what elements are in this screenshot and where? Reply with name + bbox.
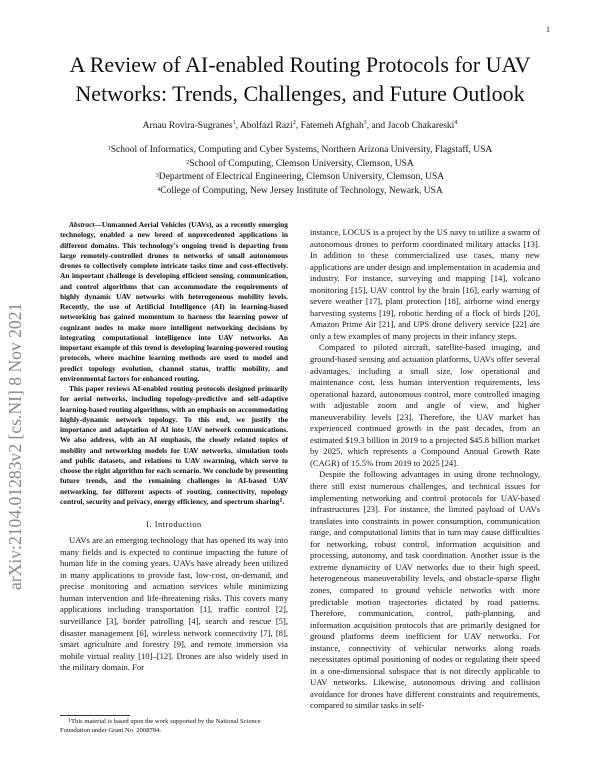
author: Fatemeh Afghah [300, 121, 364, 131]
author-sup: 4 [454, 120, 458, 126]
body-paragraph: instance, LOCUS is a project by the US navy to utilize a swarm of autonomous drones to perform coordinated military attacks [13]. In addition to these commercialized use cases, many new applications are under design and implementation in academia and industry. For instance, surveying and mapping [14], volcano monitoring [15], UAV control by the brain [16], early warning of severe weather [17], plant protection [18], airborne wind energy harvesting systems [19], robotic herding of a flock of birds [20], Amazon Prime Air [21], and UPS drone delivery service [22] are only a few examples of many projects in their infancy steps. [310, 227, 540, 341]
arxiv-stamp-text: arXiv:2104.01283v2 [cs.NI] 8 Nov 2021 [5, 302, 25, 590]
affiliation-text: College of Computing, New Jersey Institute of Technology, Newark, USA [160, 185, 443, 196]
author: Arnau Rovira-Sugranes [142, 121, 233, 131]
footnote-text: This material is based upon the work supported by the National Science Foundation under Grant No. 2008784. [60, 718, 261, 734]
abstract [60, 220, 288, 507]
author-list [60, 121, 540, 131]
intro-body [60, 535, 288, 674]
affiliation-text: School of Computing, Clemson University, Clemson, USA [189, 158, 414, 169]
left-column [60, 220, 288, 674]
author-separator: , [235, 121, 240, 131]
affiliation-text: School of Informatics, Computing and Cyber Systems, Northern Arizona University, Flagstaff, USA [110, 145, 493, 155]
affiliation [60, 144, 540, 158]
author-sup: 3 [363, 120, 367, 126]
affiliation-sup: 1 [107, 146, 111, 152]
title-line-2: Networks: Trends, Challenges, and Future Outlook [75, 81, 525, 106]
body-paragraph: Despite the following advantages in using drone technology, there still exist numerous challenges, and technical issues for implementing networking and control protocols for UAV-based infrastructures [23]. For instance, the limited payload of UAVs translates into constraints in power consumption, communication range, and computational limits that in turn may cause difficulties for networking, robust control, information acquisition and processing, autonomy, and task coordination. Another issue is the extreme dynamicity of UAV networks due to their high speed, heterogeneous maneuverability levels, and obstacle-sparse flight zones, compared to ground vehicle networks with more predictable motion trajectories dictated by road patterns. Therefore, communication, control, path-planning, and information acquisition protocols that are primarily designed for ground platforms deem inefficient for UAV networks. For instance, connectivity of vehicular networks along roads necessitates optimal positioning of nodes or regulating their speed in a one-dimensional subspace that is not directly applicable to UAV networks. Likewise, autonomous driving and collision avoidance for drones have different constraints and requirements, compared to similar tasks in self- [310, 469, 540, 711]
author-sup: 1 [232, 120, 236, 126]
arxiv-stamp [0, 210, 30, 590]
author: Jacob Chakareski [387, 121, 455, 131]
affiliation-text: Department of Electrical Engineering, Clemson University, Clemson, USA [158, 172, 445, 182]
abstract-paragraph [60, 220, 288, 384]
affiliation [60, 158, 540, 172]
footnote [60, 718, 288, 735]
affiliation-sup: 2 [186, 159, 190, 166]
author-separator: , and [366, 121, 388, 131]
affiliation [60, 185, 540, 199]
intro-paragraph: UAVs are an emerging technology that has opened its way into many fields and is expected to continue impacting the future of human life in the coming years. UAVs have already been utilized in many applications to provide fast, low-cost, on-demand, and precise monitoring and actuation services while minimizing human intervention and life-threatening risks. This covers many applications including transportation [1], traffic control [2], surveillance [3], border patrolling [4], search and rescue [5], disaster management [6], wireless network connectivity [7], [8], smart agriculture and forestry [9], and remote immersion via mobile virtual reality [10]–[12]. Drones are also widely used in the military domain. For [60, 535, 288, 673]
author-separator: , [295, 121, 301, 131]
affiliation [60, 171, 540, 185]
body-paragraph: Compared to piloted aircraft, satellite-based imaging, and ground-based sensing and actuation platforms, UAVs offer several advantages, including a small size, low operational and maintenance cost, less human intervention requirements, less operational hazard, autonomous control, more controlled imaging with adjustable zoom and angle of view, and higher maneuverability levels [23]. Therefore, the UAV market has experienced continued growth in the past decades, from an estimated $19.3 billion in 2019 to a projected $45.8 billion market by 2025, which represents a Compound Annual Growth Rate (CAGR) of 15.5% from 2019 to 2025 [24]. [310, 342, 540, 468]
section-heading: I. Introduction [146, 520, 202, 529]
footnote-sup: 1 [68, 718, 71, 724]
paper-title [60, 50, 540, 108]
footnote-marker: 1 [279, 497, 283, 504]
footnote-rule [60, 715, 130, 716]
affiliation-sup: 3 [155, 173, 159, 179]
affiliation-list [60, 144, 540, 198]
right-column [310, 227, 540, 712]
affiliation-sup: 4 [157, 186, 161, 193]
abstract-text: —Unmanned Aerial Vehicles (UAVs), as a recently emerging technology, enabled a new breed of unprecedented applications in different domains. This technology's ongoing trend is departing from large remotely-controlled drones to networks of small autonomous drones to collectively complete intricate tasks time and cost-effectively. An important challenge is developing efficient sensing, communication, and control algorithms that can accommodate the requirements of highly dynamic UAV networks with heterogeneous mobility levels. Recently, the use of Artificial Intelligence (AI) in learning-based networking has gained momentum to harness the learning power of cognizant nodes to make more intelligent networking decisions by integrating computational intelligence into UAV networks. An important example of this trend is developing learning-powered routing protocols, where machine learning methods are used to model and predict topology evolution, channel status, traffic mobility, and environmental factors for enhanced routing. [60, 220, 288, 383]
author-sup: 2 [292, 120, 296, 126]
abstract-paragraph: This paper reviews AI-enabled routing protocols designed primarily for aerial networks, including topology-predictive and self-adaptive learning-based routing algorithms, with an emphasis on accommodating highly-dynamic network topology. To this end, we justify the importance and adaptation of AI into UAV network communications. We also address, with an AI emphasis, the closely related topics of mobility and networking models for UAV networks, simulation tools and public datasets, and relations to UAV swarming, which serve to choose the right algorithm for each scenario. We conclude by presenting future trends, and the remaining challenges in AI-based UAV networking, for different aspects of routing, connectivity, topology control, security and privacy, energy efficiency, and spectrum sharing$^1$. [60, 384, 288, 506]
title-line-1: A Review of AI-enabled Routing Protocols for UAV [69, 52, 531, 77]
abstract-text: This paper reviews AI-enabled routing protocols designed primarily for aerial networks, including topology-predictive and self-adaptive learning-based routing algorithms, with an emphasis on accommodating highly-dynamic network topology. To this end, we justify the importance and adaptation of AI into UAV network communications. We also address, with an AI emphasis, the closely related topics of mobility and networking models for UAV networks, simulation tools and public datasets, and relations to UAV swarming, which serve to choose the right algorithm for each scenario. We conclude by presenting future trends, and the remaining challenges in AI-based UAV networking, for different aspects of routing, connectivity, topology control, security and privacy, energy efficiency, and spectrum sharing [60, 384, 288, 506]
page-number: 1 [546, 25, 550, 34]
author: Abolfazl Razi [239, 121, 293, 131]
abstract-label: Abstract [69, 220, 95, 229]
